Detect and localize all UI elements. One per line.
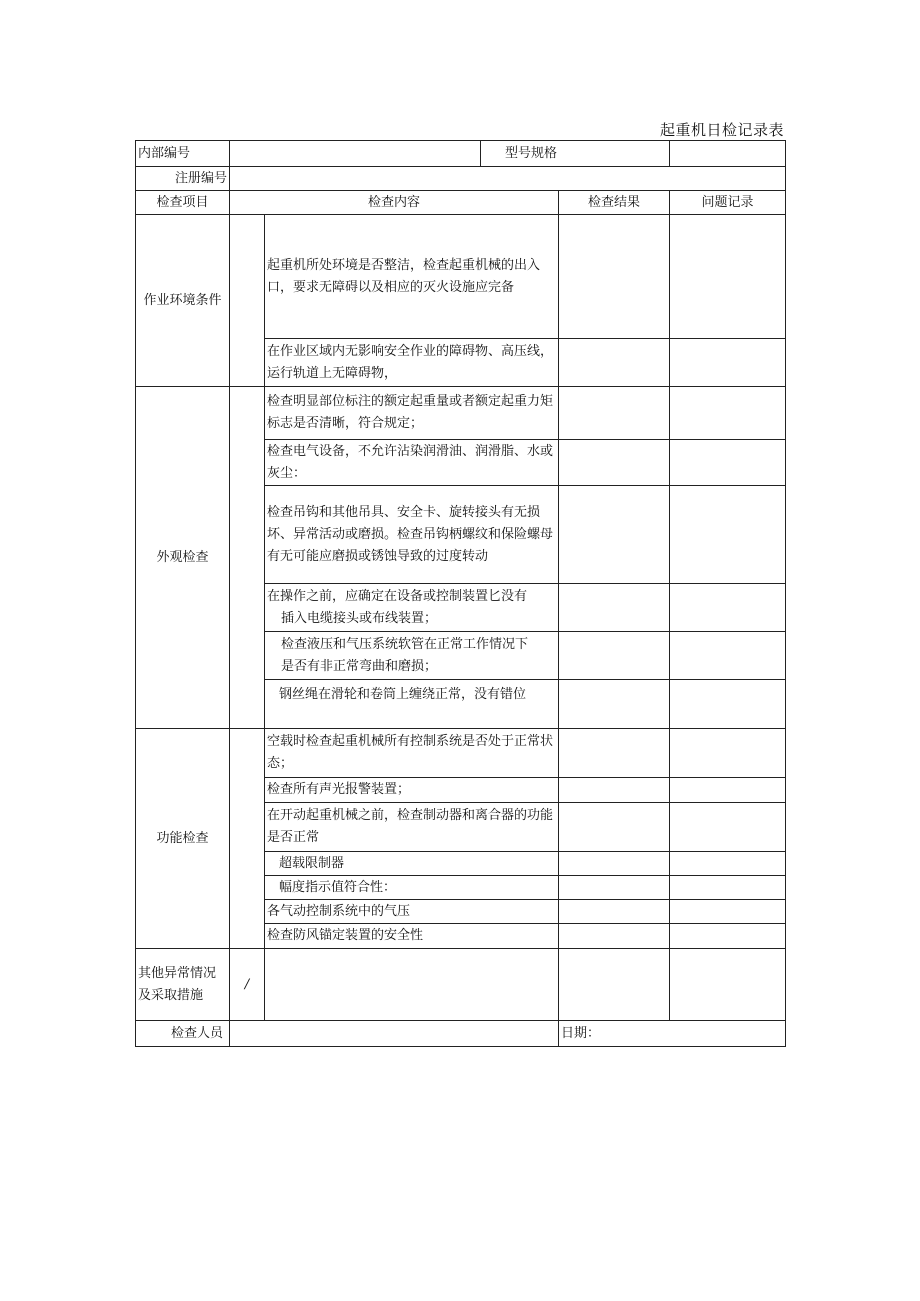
issue-cell[interactable] xyxy=(670,339,786,387)
check-content xyxy=(265,584,559,632)
subcol-cell xyxy=(230,215,265,387)
column-header-row xyxy=(136,191,786,215)
inspector-field[interactable] xyxy=(230,1021,559,1047)
check-content: 空载时检查起重机械所有控制系统是否处于正常状态； xyxy=(265,729,559,778)
issue-cell[interactable] xyxy=(670,949,786,1021)
result-cell[interactable] xyxy=(559,949,670,1021)
check-content: 检查防风锚定装置的安全性 xyxy=(265,924,559,949)
check-content: 钢丝绳在滑轮和卷筒上缠绕正常，没有错位 xyxy=(265,680,559,729)
check-content-line: 在操作之前，应确定在设备或控制装置匕没有 xyxy=(267,588,528,604)
issue-cell[interactable] xyxy=(670,729,786,778)
check-content-line: 检查液压和气压系统软管在正常工作情况下 xyxy=(281,636,529,652)
header-row-registration xyxy=(136,167,786,191)
model-label: 型号规格 xyxy=(481,141,670,167)
issue-cell[interactable] xyxy=(670,876,786,900)
check-content: 幅度指示值符合性： xyxy=(265,876,559,900)
table-row xyxy=(136,949,786,1021)
footer-row xyxy=(136,1021,786,1047)
check-content xyxy=(265,632,559,680)
result-cell[interactable] xyxy=(559,803,670,852)
check-content: 检查电气设备，不允许沾染润滑油、润滑脂、水或灰尘： xyxy=(265,440,559,486)
check-content: 检查明显部位标注的额定起重量或者额定起重力矩标志是否清晰，符合规定； xyxy=(265,387,559,440)
check-content: 在开动起重机械之前，检查制动器和离合器的功能是否正常 xyxy=(265,803,559,852)
table-row xyxy=(136,729,786,778)
result-cell[interactable] xyxy=(559,632,670,680)
result-cell[interactable] xyxy=(559,729,670,778)
result-cell[interactable] xyxy=(559,440,670,486)
check-content: 起重机所处环境是否整洁，检查起重机械的出入口，要求无障碍以及相应的灭火设施应完备 xyxy=(265,215,559,339)
check-content: 在作业区域内无影响安全作业的障碍物、高压线，运行轨道上无障碍物， xyxy=(265,339,559,387)
issue-cell[interactable] xyxy=(670,852,786,876)
result-cell[interactable] xyxy=(559,215,670,339)
other-content-cell[interactable] xyxy=(265,949,559,1021)
col-result-header: 检查结果 xyxy=(559,191,670,215)
result-cell[interactable] xyxy=(559,924,670,949)
issue-cell[interactable] xyxy=(670,440,786,486)
issue-cell[interactable] xyxy=(670,584,786,632)
document-title: 起重机日检记录表 xyxy=(659,121,784,139)
internal-no-label: 内部编号 xyxy=(136,141,230,167)
issue-cell[interactable] xyxy=(670,680,786,729)
col-issue-header: 问题记录 xyxy=(670,191,786,215)
check-content-line: 插入电缆接头或布线装置； xyxy=(281,610,438,626)
check-content: 检查所有声光报警装置； xyxy=(265,778,559,803)
model-field[interactable] xyxy=(670,141,786,167)
result-cell[interactable] xyxy=(559,584,670,632)
issue-cell[interactable] xyxy=(670,778,786,803)
header-row-internal xyxy=(136,141,786,167)
col-content-header: 检查内容 xyxy=(230,191,559,215)
table-row xyxy=(136,215,786,339)
category-other: 其他异常情况及采取措施 xyxy=(136,949,230,1021)
issue-cell[interactable] xyxy=(670,900,786,924)
category-appearance: 外观检查 xyxy=(136,387,230,729)
col-item-header: 检查项目 xyxy=(136,191,230,215)
result-cell[interactable] xyxy=(559,486,670,584)
internal-no-field[interactable] xyxy=(230,141,481,167)
result-cell[interactable] xyxy=(559,387,670,440)
result-cell[interactable] xyxy=(559,852,670,876)
issue-cell[interactable] xyxy=(670,486,786,584)
result-cell[interactable] xyxy=(559,778,670,803)
check-content-line: 是否有非正常弯曲和磨损； xyxy=(281,658,438,674)
issue-cell[interactable] xyxy=(670,632,786,680)
subcol-cell xyxy=(230,729,265,949)
inspector-label: 检查人员 xyxy=(136,1021,230,1047)
result-cell[interactable] xyxy=(559,339,670,387)
result-cell[interactable] xyxy=(559,876,670,900)
result-cell[interactable] xyxy=(559,900,670,924)
inspection-form-table xyxy=(135,140,786,1047)
issue-cell[interactable] xyxy=(670,387,786,440)
subcol-cell xyxy=(230,387,265,729)
reg-no-field[interactable] xyxy=(230,167,786,191)
issue-cell[interactable] xyxy=(670,924,786,949)
check-content: 各气动控制系统中的气压 xyxy=(265,900,559,924)
date-label: 日期： xyxy=(559,1021,786,1047)
check-content: 检查吊钩和其他吊具、安全卡、旋转接头有无损坏、异常活动或磨损。检查吊钩柄螺纹和保险螺母有无可能应磨损或锈蚀导致的过度转动 xyxy=(265,486,559,584)
category-function: 功能检查 xyxy=(136,729,230,949)
category-env: 作业环境条件 xyxy=(136,215,230,387)
other-mark: / xyxy=(230,949,265,1021)
reg-no-label: 注册编号 xyxy=(136,167,230,191)
check-content: 超载限制器 xyxy=(265,852,559,876)
result-cell[interactable] xyxy=(559,680,670,729)
issue-cell[interactable] xyxy=(670,215,786,339)
issue-cell[interactable] xyxy=(670,803,786,852)
table-row xyxy=(136,387,786,440)
